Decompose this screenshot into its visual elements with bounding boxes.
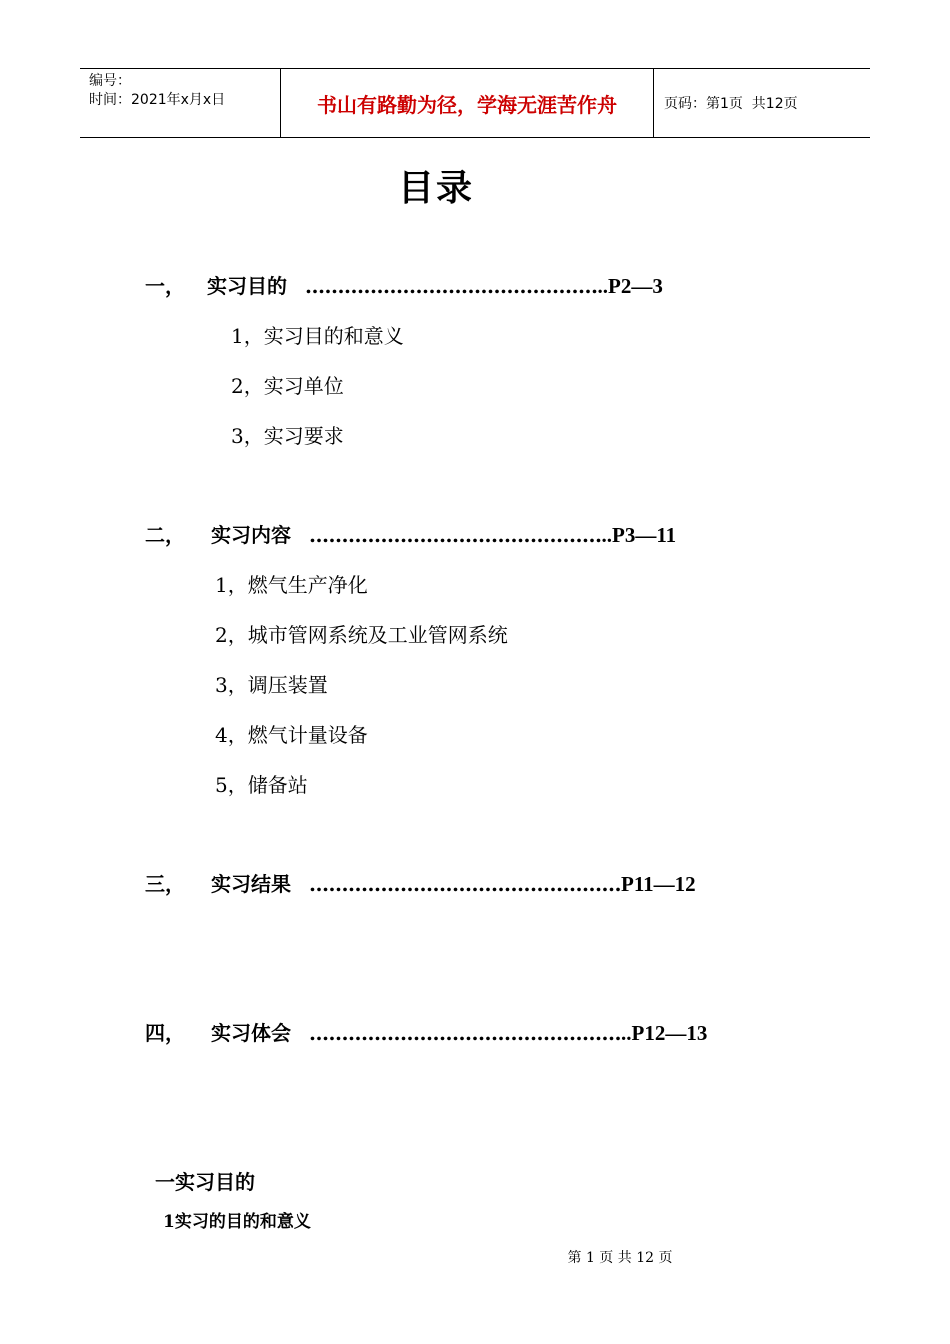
page-info: 页码：第1页 共12页 xyxy=(664,96,798,112)
page-title: 目录 xyxy=(397,168,474,209)
toc-item: 5，储备站 xyxy=(215,773,308,797)
time-label: 时间：2021年x月x日 xyxy=(89,92,226,108)
toc-section-2 xyxy=(145,519,676,548)
toc-section-1 xyxy=(145,270,663,299)
toc-page-range: ..P12—13 xyxy=(621,1021,708,1045)
header-motto-cell xyxy=(281,69,654,137)
toc-item: 1，燃气生产净化 xyxy=(215,573,368,597)
toc-leader-dots: ………………………………………… xyxy=(309,872,621,896)
toc-item: 4，燃气计量设备 xyxy=(215,723,368,747)
toc-item: 3，实习要求 xyxy=(231,424,344,448)
header-page-cell xyxy=(654,69,870,137)
motto-text: 书山有路勤为径，学海无涯苦作舟 xyxy=(317,92,617,117)
body-subheading: 1实习的目的和意义 xyxy=(163,1212,311,1232)
toc-page-range: P11—12 xyxy=(621,872,696,896)
toc-item: 1，实习目的和意义 xyxy=(231,324,404,348)
toc-leader-dots: ……………………………………… xyxy=(305,274,598,298)
toc-page-range: ..P3—11 xyxy=(601,523,677,547)
number-label: 编号： xyxy=(89,73,131,89)
toc-section-3 xyxy=(145,868,696,897)
toc-section-label: 实习结果 xyxy=(211,872,291,896)
toc-section-number: 三， xyxy=(145,872,185,896)
toc-section-number: 二， xyxy=(145,523,185,547)
toc-leader-dots: ………………………………………… xyxy=(309,1021,621,1045)
toc-section-label: 实习目的 xyxy=(207,274,287,298)
toc-item: 2，实习单位 xyxy=(231,374,344,398)
toc-page-range: ..P2—3 xyxy=(597,274,663,298)
toc-item: 2，城市管网系统及工业管网系统 xyxy=(215,623,508,647)
document-header xyxy=(80,68,870,138)
toc-section-4 xyxy=(145,1017,707,1046)
body-heading: 一实习目的 xyxy=(155,1170,255,1194)
page-footer: 第 1 页 共 12 页 xyxy=(567,1250,673,1266)
header-left-cell xyxy=(80,69,281,137)
toc-section-number: 一， xyxy=(145,274,185,298)
toc-leader-dots: ……………………………………… xyxy=(309,523,602,547)
toc-item: 3，调压装置 xyxy=(215,673,328,697)
toc-section-label: 实习体会 xyxy=(211,1021,291,1045)
toc-section-label: 实习内容 xyxy=(211,523,291,547)
toc-section-number: 四， xyxy=(145,1021,185,1045)
